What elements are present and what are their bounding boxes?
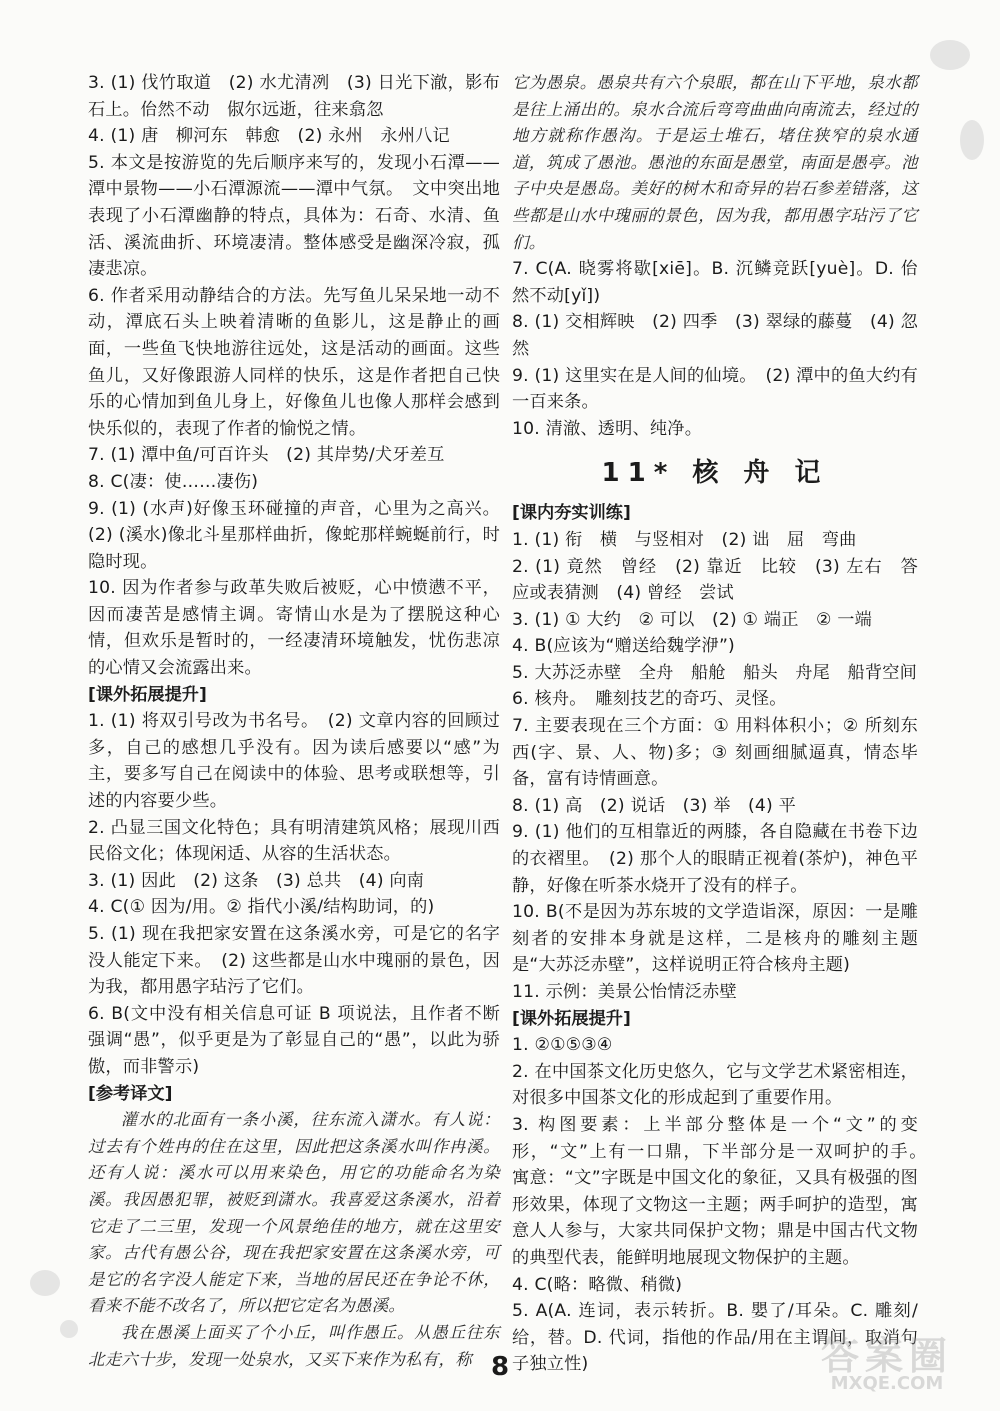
answer-item: 6. 作者采用动静结合的方法。先写鱼儿呆呆地一动不动，潭底石头上映着清晰的鱼影儿，这是静止的画面，一些鱼飞快地游往远处，这是活动的画面。这些鱼儿，又好像跟游人同样的快乐，这是作者把自己快乐的心情加到鱼儿身上，好像鱼儿也像人那样会感到快乐似的，表现了作者的愉悦之情。	[88, 285, 500, 439]
answer-item: 4. C(略：略微、稍微)	[512, 1274, 683, 1295]
right-column	[512, 70, 936, 1378]
answer-item: 9. (1) 他们的互相靠近的两膝，各自隐藏在书卷下边的衣褶里。 (2) 那个人的眼睛正视着(茶炉)，神色平静，好像在听茶水烧开了没有的样子。	[512, 822, 918, 896]
answer-item: 10. 清澈、透明、纯净。	[512, 418, 703, 439]
right-column-top	[512, 70, 918, 442]
translation-paragraph: 灌水的北面有一条小溪，往东流入潇水。有人说：过去有个姓冉的住在这里，因此把这条溪水叫作冉溪。还有人说：溪水可以用来染色，用它的功能命名为染溪。我因愚犯罪，被贬到潇水。我喜爱这条溪水，沿着它走了二三里，发现一个风景绝佳的地方，就在这里安家。古代有愚公谷，现在我把家安置在这条溪水旁，可是它的名字没人能定下来，当地的居民还在争论不休，看来不能不改名了，所以把它定名为愚溪。	[88, 1110, 500, 1316]
answer-item: 5. 大苏泛赤壁 全舟 船舱 船头 舟尾 船背空间	[512, 662, 917, 683]
answer-item: 2. 在中国茶文化历史悠久，它与文学艺术紧密相连，对很多中国茶文化的形成起到了重要作用。	[512, 1061, 918, 1109]
answer-item: 6. 核舟。 雕刻技艺的奇巧、灵怪。	[512, 689, 787, 710]
answer-item: 8. (1) 高 (2) 说话 (3) 举 (4) 平	[512, 795, 797, 816]
page-number: 8	[490, 1352, 510, 1382]
watermark-logo	[792, 1325, 982, 1403]
answer-item: 10. 因为作者参与政革失败后被贬，心中愤懑不平，因而凄苦是感情主调。寄情山水是为了摆脱这种心情，但欢乐是暂时的，一经凄清环境触发，忧伤悲凉的心情又会流露出来。	[88, 578, 500, 679]
answer-item: 7. (1) 潭中鱼/可百许头 (2) 其岸势/犬牙差互	[88, 445, 445, 466]
answer-item: 3. 构图要素：上半部分整体是一个“文”的变形，“文”上有一口鼎，下半部分是一双呵护的手。 寓意：“文”字既是中国文化的象征，又具有极强的图形效果，体现了文物这一主题；两手呵护的造型，寓意人人参与，大家共同保护文物；鼎是中国古代文物的典型代表，能鲜明地展现文物保护的主题。	[512, 1114, 936, 1268]
answer-item: 8. (1) 交相辉映 (2) 四季 (3) 翠绿的藤蔓 (4) 忽然	[512, 312, 918, 359]
answer-item: 4. (1) 唐 柳河东 韩愈 (2) 永州 永州八记	[88, 126, 450, 147]
scan-speck	[30, 1270, 60, 1296]
answer-item: 3. (1) 因此 (2) 这条 (3) 总共 (4) 向南	[88, 870, 425, 891]
section-heading: [课外拓展提升]	[512, 1008, 631, 1029]
answer-item: 11. 示例：美景公怡情泛赤壁	[512, 982, 737, 1002]
scan-speck	[60, 1320, 78, 1338]
answer-item: 3. (1) ① 大约 ② 可以 (2) ① 端正 ② 一端	[512, 609, 873, 630]
section-heading: [参考译文]	[88, 1083, 173, 1104]
answer-item: 5. 本文是按游览的先后顺序来写的，发现小石潭——潭中景物——小石潭源流——潭中气氛。 文中突出地表现了小石潭幽静的特点，具体为：石奇、水清、鱼活、溪流曲折、环境凄清。整体感受是幽深冷寂，孤凄悲凉。	[88, 152, 500, 280]
answer-item: 7. 主要表现在三个方面：① 用料体积小；② 所刻东西(字、景、人、物)多；③ 刻画细腻逼真，情态毕备，富有诗情画意。	[512, 716, 918, 790]
answer-item: 3. (1) 伐竹取道 (2) 水尤清冽 (3) 日光下澈，影布石上。佁然不动 俶尔远逝，往来翕忽	[88, 73, 500, 120]
answer-item: 1. ②①⑤③④	[512, 1035, 613, 1056]
right-column-bottom	[512, 500, 936, 1378]
scan-speck	[930, 40, 970, 70]
answer-item: 4. C(① 因为/用。② 指代小溪/结构助词，的)	[88, 897, 435, 918]
answer-item: 8. C(凄：使……凄伤)	[88, 471, 259, 492]
answer-item: 2. 凸显三国文化特色；具有明清建筑风格；展现川西民俗文化；体现闲适、从容的生活状态。	[88, 817, 500, 865]
answer-item: 6. B(文中没有相关信息可证 B 项说法，且作者不断强调“愚”，似乎更是为了彰显自己的“愚”，以此为骄傲，而非警示)	[88, 1003, 500, 1077]
section-heading: [课外拓展提升]	[88, 684, 207, 705]
answer-item: 5. (1) 现在我把家安置在这条溪水旁，可是它的名字没人能定下来。 (2) 这些都是山水中瑰丽的景色，因为我，都用愚字玷污了它们。	[88, 924, 500, 998]
translation-paragraph: 我在愚溪上面买了个小丘，叫作愚丘。从愚丘往东北走六十步，发现一处泉水，又买下来作为私有，称	[88, 1322, 500, 1369]
answer-item: 10. B(不是因为苏东坡的文学造诣深，原因：一是雕刻者的安排本身就是这样，二是核舟的雕刻主题是“大苏泛赤壁”，这样说明正符合核舟主题)	[512, 902, 918, 976]
left-column	[88, 70, 500, 1373]
scan-speck	[960, 120, 984, 160]
answer-item: 9. (1) 这里实在是人间的仙境。 (2) 潭中的鱼大约有一百来条。	[512, 365, 918, 413]
answer-item: 1. (1) 将双引号改为书名号。 (2) 文章内容的回顾过多，自己的感想几乎没有。因为读后感要以“感”为主，要多写自己在阅读中的体验、思考或联想等，引述的内容要少些。	[88, 711, 500, 812]
translation-paragraph: 它为愚泉。愚泉共有六个泉眼，都在山下平地，泉水都是往上涌出的。泉水合流后弯弯曲曲向南流去，经过的地方就称作愚沟。于是运土堆石，堵住狭窄的泉水通道，筑成了愚池。愚池的东面是愚堂，南面是愚亭。池子中央是愚岛。美好的树木和奇异的岩石参差错落，这些都是山水中瑰丽的景色，因为我，都用愚字玷污了它们。	[512, 73, 918, 252]
answer-item: 4. B(应该为“赠送给魏学洢”)	[512, 636, 735, 657]
answer-item: 7. C(A. 晓雾将歇[xiē]。B. 沉鳞竞跃[yuè]。D. 佁然不动[yǐ])	[512, 259, 918, 306]
lesson-title: 11* 核 舟 记	[601, 458, 829, 489]
watermark-url: MXQE.COM	[830, 1373, 944, 1394]
answer-item: 2. (1) 竟然 曾经 (2) 靠近 比较 (3) 左右 答应或表猜测 (4) 曾经 尝试	[512, 556, 918, 604]
answer-item: 9. (1) (水声)好像玉环碰撞的声音，心里为之高兴。(2) (溪水)像北斗星那样曲折，像蛇那样蜿蜒前行，时隐时现。	[88, 498, 500, 572]
watermark-title: 答案圈	[820, 1334, 953, 1378]
section-heading: [课内夯实训练]	[512, 503, 631, 524]
answer-item: 1. (1) 衔 横 与竖相对 (2) 诎 屈 弯曲	[512, 529, 857, 550]
answer-item: 5. A(A. 连词，表示转折。B. 嬰了/耳朵。C. 雕刻/给，替。D. 代词，指他的作品/用在主谓间，取消句子独立性)	[512, 1301, 918, 1375]
